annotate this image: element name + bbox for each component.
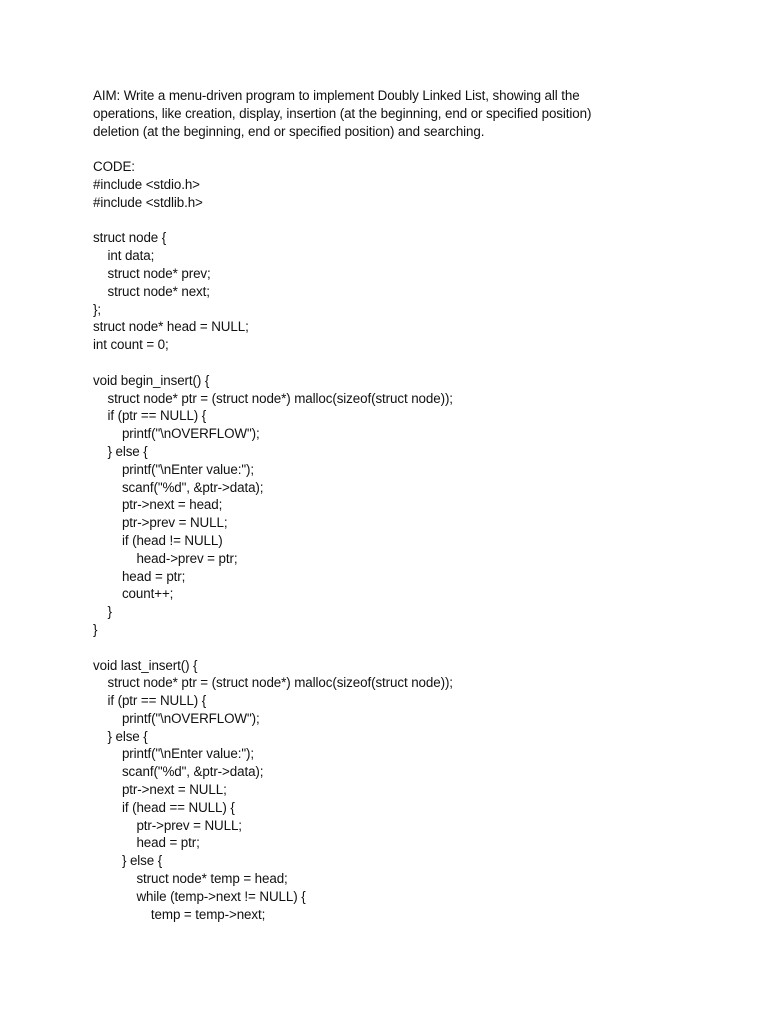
code-line: while (temp->next != NULL) {	[93, 888, 306, 904]
code-line: } else {	[93, 853, 163, 869]
code-line: ptr->next = NULL;	[93, 782, 227, 798]
code-blank-line	[93, 212, 713, 230]
code-line: void begin_insert() {	[93, 372, 210, 388]
code-line: } else {	[93, 443, 148, 459]
code-line: scanf("%d", &ptr->data);	[93, 479, 264, 495]
code-line: struct node* next;	[93, 283, 210, 299]
code-line: count++;	[93, 586, 174, 602]
code-line: head = ptr;	[93, 835, 200, 851]
code-line: struct node {	[93, 230, 167, 246]
aim-line: deletion (at the beginning, end or specified position) and searching.	[93, 123, 485, 139]
code-line: int data;	[93, 248, 155, 264]
aim-paragraph	[93, 87, 713, 140]
code-line: } else {	[93, 728, 148, 744]
code-line: printf("\nEnter value:");	[93, 746, 255, 762]
code-line: printf("\nEnter value:");	[93, 461, 255, 477]
code-line: struct node* head = NULL;	[93, 319, 249, 335]
code-heading: CODE:	[93, 159, 135, 175]
aim-line: AIM: Write a menu-driven program to implement Doubly Linked List, showing all the	[93, 88, 580, 103]
code-line: head->prev = ptr;	[93, 550, 238, 566]
code-listing	[93, 176, 713, 923]
code-line: void last_insert() {	[93, 657, 198, 673]
paragraph-spacer	[93, 140, 713, 158]
code-line: };	[93, 301, 101, 317]
code-line: struct node* ptr = (struct node*) malloc(sizeof(struct node));	[93, 390, 453, 406]
code-line: printf("\nOVERFLOW");	[93, 426, 260, 442]
code-line: if (ptr == NULL) {	[93, 693, 207, 709]
code-line: if (ptr == NULL) {	[93, 408, 207, 424]
code-line: #include <stdlib.h>	[93, 194, 203, 210]
code-line: ptr->prev = NULL;	[93, 817, 242, 833]
code-line: #include <stdio.h>	[93, 176, 200, 192]
code-blank-line	[93, 354, 713, 372]
code-line: if (head != NULL)	[93, 532, 223, 548]
code-line: printf("\nOVERFLOW");	[93, 710, 260, 726]
code-line: head = ptr;	[93, 568, 186, 584]
code-line: ptr->next = head;	[93, 497, 223, 513]
code-line: struct node* temp = head;	[93, 871, 288, 887]
code-line: temp = temp->next;	[93, 906, 266, 922]
code-line: struct node* prev;	[93, 265, 211, 281]
code-line: ptr->prev = NULL;	[93, 515, 228, 531]
code-line: if (head == NULL) {	[93, 799, 235, 815]
code-line: int count = 0;	[93, 337, 169, 353]
code-line: struct node* ptr = (struct node*) malloc(sizeof(struct node));	[93, 675, 453, 691]
document-body	[93, 87, 713, 923]
code-line: }	[93, 604, 112, 620]
aim-line: operations, like creation, display, insertion (at the beginning, end or specified position)	[93, 105, 592, 121]
code-blank-line	[93, 639, 713, 657]
code-line: scanf("%d", &ptr->data);	[93, 764, 264, 780]
code-line: }	[93, 621, 98, 637]
